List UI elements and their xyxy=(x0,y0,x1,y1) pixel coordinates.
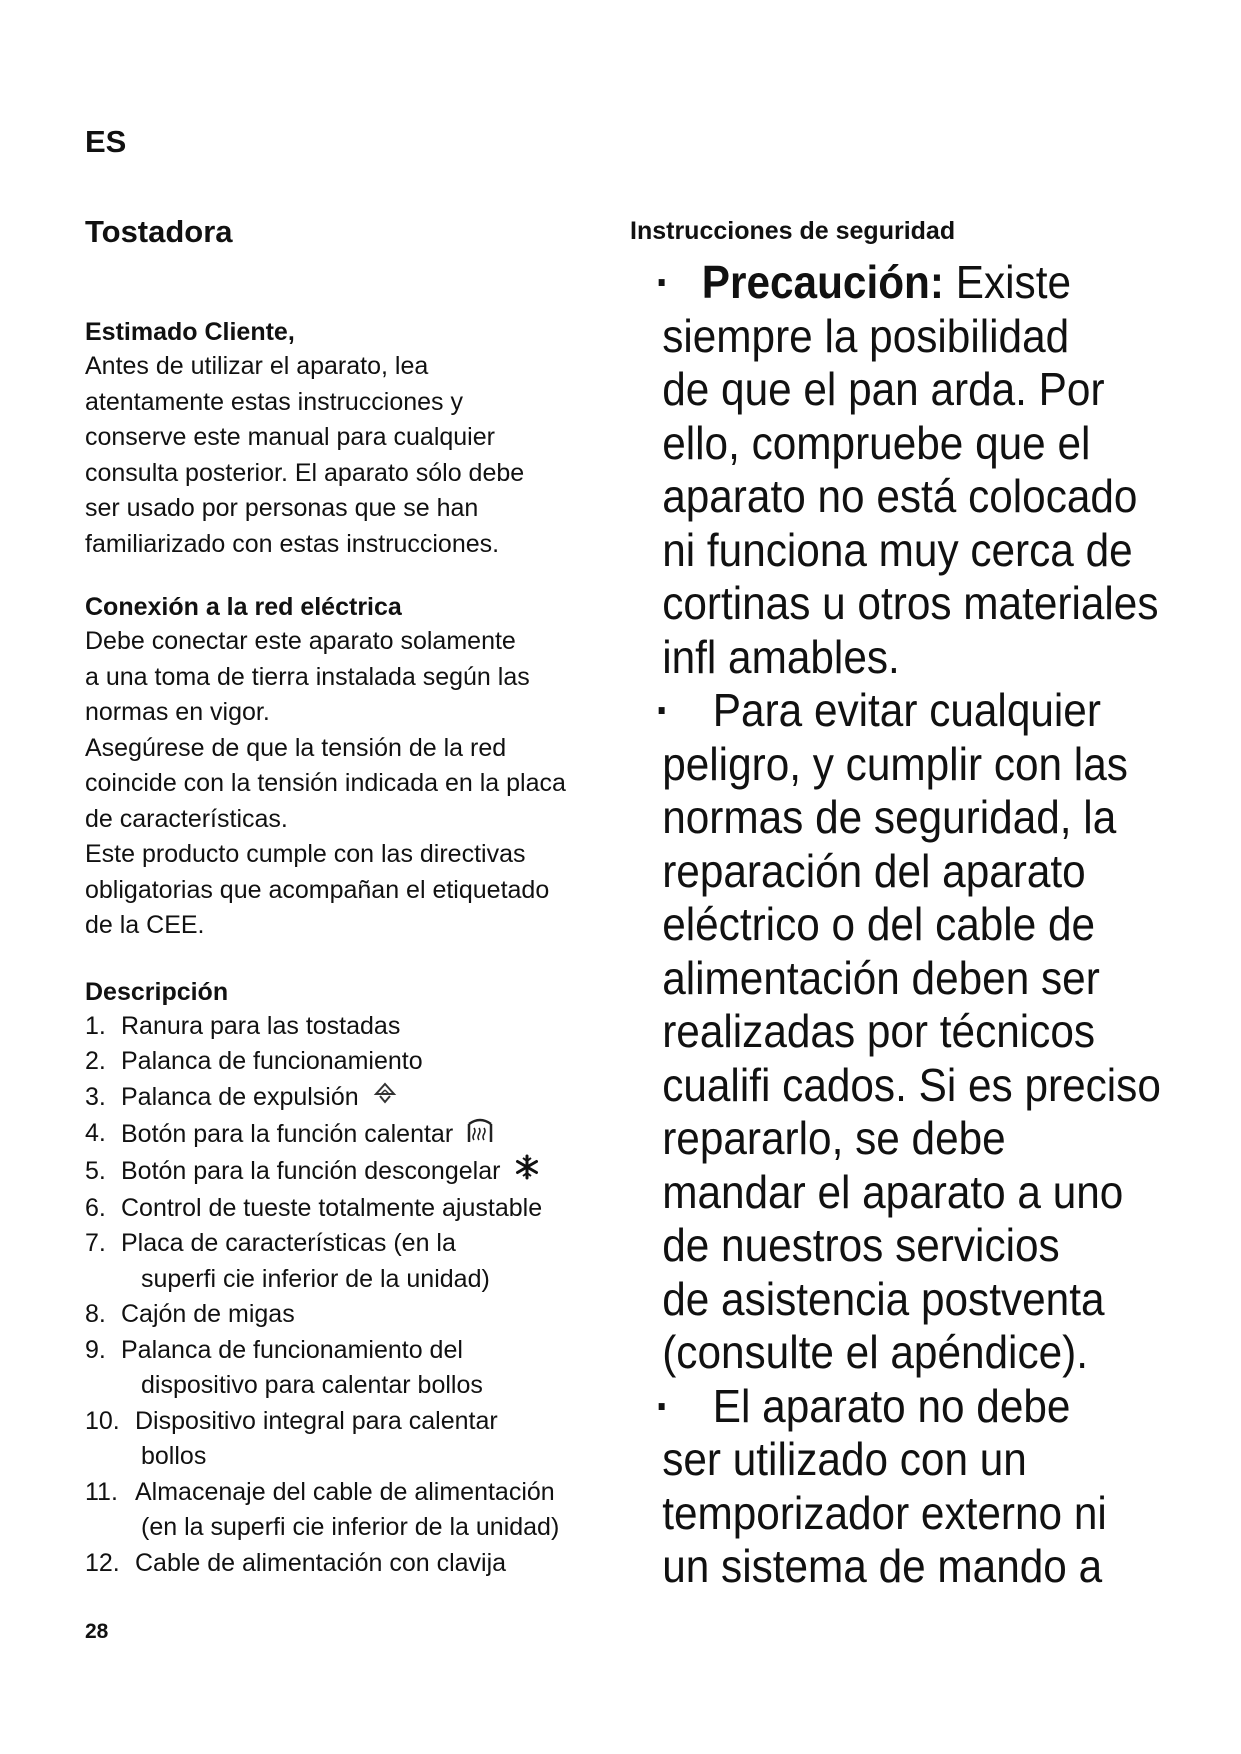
warning-line: un sistema de mando a xyxy=(662,1540,1103,1592)
warning-text: Existe xyxy=(955,256,1072,308)
paragraph-line: conserve este manual para cualquier xyxy=(85,423,495,451)
warning-line: peligro, y cumplir con las xyxy=(662,737,1128,790)
list-item-text: Botón para la función calentar xyxy=(121,1119,454,1148)
warning-line: repararlo, se debe xyxy=(662,1112,1006,1164)
warning-line: aparato no está colocado xyxy=(662,470,1138,522)
warning-line: alimentación deben ser xyxy=(662,951,1100,1004)
greeting-section xyxy=(85,315,625,562)
list-item-text: Palanca de funcionamiento xyxy=(121,1047,423,1075)
list-item-text: Palanca de funcionamiento del xyxy=(121,1335,463,1364)
greeting-heading: Estimado Cliente, xyxy=(85,318,295,346)
language-code: ES xyxy=(85,124,127,159)
list-item xyxy=(85,1475,625,1546)
list-item-text: dispositivo para calentar bollos xyxy=(141,1371,483,1400)
paragraph-line: ser usado por personas que se han xyxy=(85,494,479,522)
list-item-text: superfi cie inferior de la unidad) xyxy=(141,1264,490,1293)
list-item-text: bollos xyxy=(141,1442,207,1471)
description-heading: Descripción xyxy=(85,977,229,1006)
snowflake-icon xyxy=(514,1154,540,1191)
warning-line: mandar el aparato a uno xyxy=(662,1165,1124,1218)
list-item xyxy=(85,1154,625,1191)
list-item xyxy=(85,1546,625,1582)
list-item xyxy=(85,1226,625,1297)
list-item-text: Cajón de migas xyxy=(121,1300,295,1329)
bullet-mark: · xyxy=(655,256,670,308)
paragraph-line: de características. xyxy=(85,804,288,833)
list-item-text: Placa de características (en la xyxy=(121,1229,456,1258)
eject-icon-svg xyxy=(373,1081,397,1105)
warning-first-line xyxy=(630,1380,1182,1434)
paragraph-line: Antes de utilizar el aparato, lea xyxy=(85,352,429,380)
paragraph-line: atentamente estas instrucciones y xyxy=(85,387,463,416)
reheat-icon xyxy=(467,1116,493,1155)
list-item-number: 8. xyxy=(85,1300,106,1329)
warning-text: Para evitar cualquier xyxy=(712,684,1101,736)
list-item xyxy=(85,1404,625,1475)
list-item xyxy=(85,1333,625,1404)
warning-label: Precaución: xyxy=(701,256,945,308)
warning-line: cortinas u otros materiales xyxy=(662,577,1159,629)
warning-line: eléctrico o del cable de xyxy=(662,898,1096,950)
connection-heading: Conexión a la red eléctrica xyxy=(85,593,402,621)
paragraph-line: consulta posterior. El aparato sólo debe xyxy=(85,458,525,487)
warning-line: ello, compruebe que el xyxy=(662,416,1091,469)
warning-item xyxy=(630,256,1230,684)
page-title: Tostadora xyxy=(85,214,233,249)
list-item-text: (en la superfi cie inferior de la unidad) xyxy=(141,1513,560,1542)
warning-first-line xyxy=(630,256,1182,310)
paragraph-line: Asegúrese de que la tensión de la red xyxy=(85,733,507,762)
paragraph-line: coincide con la tensión indicada en la placa xyxy=(85,769,566,797)
warning-line: de asistencia postventa xyxy=(662,1272,1105,1325)
list-item-number: 1. xyxy=(85,1011,106,1040)
left-column xyxy=(85,212,625,1581)
paragraph-line: Este producto cumple con las directivas xyxy=(85,840,526,868)
paragraph-line: a una toma de tierra instalada según las xyxy=(85,662,530,691)
list-item xyxy=(85,1297,625,1333)
description-section xyxy=(85,975,625,1582)
list-item-text: Almacenaje del cable de alimentación xyxy=(135,1477,555,1506)
list-item-number: 7. xyxy=(85,1229,106,1258)
warning-first-line xyxy=(630,684,1182,738)
list-item xyxy=(85,1116,625,1155)
list-item xyxy=(85,1191,625,1227)
greeting-body xyxy=(85,349,625,562)
list-item xyxy=(85,1009,625,1045)
reheat-icon-svg xyxy=(467,1116,493,1144)
bullet-mark: · xyxy=(655,684,670,736)
list-item-text: Ranura para las tostadas xyxy=(121,1011,401,1040)
warning-line: temporizador externo ni xyxy=(662,1486,1107,1539)
warning-line: reparación del aparato xyxy=(662,844,1086,897)
warning-item xyxy=(630,684,1230,1380)
warning-line: de que el pan arda. Por xyxy=(662,363,1105,415)
snowflake-icon-svg xyxy=(514,1154,540,1180)
list-item-number: 10. xyxy=(85,1406,120,1435)
list-item-number: 11. xyxy=(85,1477,118,1506)
warning-line: siempre la posibilidad xyxy=(662,309,1070,362)
warning-line: cualifi cados. Si es preciso xyxy=(662,1058,1161,1111)
warning-line: infl amables. xyxy=(662,630,900,683)
description-list xyxy=(85,1009,625,1582)
paragraph-line: obligatorias que acompañan el etiquetado xyxy=(85,875,550,904)
right-column xyxy=(630,214,1230,1594)
safety-warnings xyxy=(630,256,1230,1594)
list-item-number: 4. xyxy=(85,1118,106,1147)
warning-text: El aparato no debe xyxy=(712,1379,1071,1432)
paragraph-line: normas en vigor. xyxy=(85,698,270,726)
warning-line: ser utilizado con un xyxy=(662,1433,1027,1485)
list-item-text: Cable de alimentación con clavija xyxy=(135,1548,507,1577)
warning-line: ni funciona muy cerca de xyxy=(662,523,1133,576)
eject-icon xyxy=(373,1080,397,1116)
warning-line: (consulte el apéndice). xyxy=(662,1326,1089,1378)
list-item-text: Botón para la función descongelar xyxy=(121,1157,501,1186)
list-item-text: Palanca de expulsión xyxy=(121,1082,359,1111)
list-item-number: 12. xyxy=(85,1548,120,1577)
connection-section xyxy=(85,590,625,944)
warning-line: normas de seguridad, la xyxy=(662,791,1117,843)
paragraph-line: de la CEE. xyxy=(85,911,205,939)
paragraph-line: Debe conectar este aparato solamente xyxy=(85,627,516,655)
list-item-number: 3. xyxy=(85,1082,106,1111)
list-item xyxy=(85,1080,625,1116)
warning-line: realizadas por técnicos xyxy=(662,1005,1096,1057)
connection-body xyxy=(85,624,625,944)
page-number: 28 xyxy=(85,1620,109,1643)
bullet-mark: · xyxy=(655,1379,670,1432)
safety-heading: Instrucciones de seguridad xyxy=(630,217,956,245)
warning-line: de nuestros servicios xyxy=(662,1219,1060,1271)
list-item-number: 2. xyxy=(85,1047,106,1075)
list-item-text: Control de tueste totalmente ajustable xyxy=(121,1193,543,1222)
list-item-number: 5. xyxy=(85,1157,106,1186)
paragraph-line: familiarizado con estas instrucciones. xyxy=(85,529,500,558)
list-item-text: Dispositivo integral para calentar xyxy=(135,1406,498,1435)
list-item-number: 9. xyxy=(85,1335,106,1364)
list-item xyxy=(85,1044,625,1080)
list-item-number: 6. xyxy=(85,1193,106,1222)
warning-item xyxy=(630,1380,1230,1594)
